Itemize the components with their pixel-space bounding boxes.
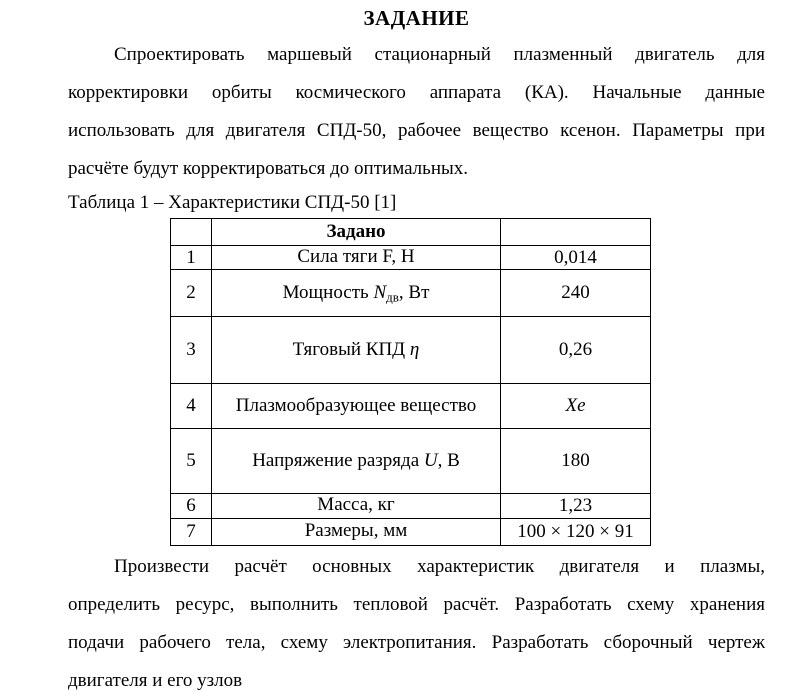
row-label-text: Напряжение разряда [252, 449, 424, 471]
row-label [212, 384, 501, 429]
row-value: 1,23 [501, 494, 651, 518]
row-label-text: , Вт [398, 281, 430, 303]
row-label-text: Плазмообразующее вещество [235, 394, 477, 416]
closing-paragraph-line: двигателя и его узлов [68, 669, 243, 691]
row-label [212, 270, 501, 317]
header-label-cell: Задано [212, 219, 501, 246]
row-number: 7 [171, 518, 212, 545]
row-value: 100 × 120 × 91 [501, 518, 651, 545]
closing-paragraph [68, 548, 765, 700]
row-label [212, 429, 501, 494]
intro-paragraph-line: расчёте будут корректироваться до оптимальных. [68, 158, 469, 179]
header-num-cell [171, 219, 212, 246]
row-number: 6 [171, 494, 212, 518]
table-row [171, 518, 651, 545]
row-label-text: Масса, кг [317, 494, 395, 516]
intro-paragraph [68, 36, 765, 188]
table-row [171, 270, 651, 317]
row-label-text: , В [437, 449, 460, 471]
closing-paragraph-line: определить ресурс, выполнить тепловой расчёт. Разработать схему хранения [68, 593, 765, 615]
row-number: 1 [171, 246, 212, 270]
table-row [171, 384, 651, 429]
table-caption: Таблица 1 – Характеристики СПД-50 [1] [68, 192, 397, 213]
row-label [212, 317, 501, 384]
row-label-text: Тяговый КПД [292, 338, 410, 360]
row-label-variable: η [409, 338, 420, 360]
row-value: Xe [501, 384, 651, 429]
table-row [171, 246, 651, 270]
row-value: 0,014 [501, 246, 651, 270]
row-label-subscript: дв [386, 288, 399, 304]
intro-paragraph-line: Спроектировать маршевый стационарный плазменный двигатель для [114, 44, 765, 65]
row-label-variable: U [423, 449, 438, 471]
row-label [212, 518, 501, 545]
spec-table [170, 218, 651, 546]
row-label-variable: N [373, 281, 387, 303]
row-value: 180 [501, 429, 651, 494]
document-title: ЗАДАНИЕ [363, 6, 470, 30]
row-label-text: Сила тяги F, Н [297, 246, 415, 267]
row-label-text: Размеры, мм [304, 519, 408, 541]
row-label [212, 494, 501, 518]
row-label [212, 246, 501, 270]
row-value: 240 [501, 270, 651, 317]
row-number: 5 [171, 429, 212, 494]
row-value: 0,26 [501, 317, 651, 384]
table-header-row [171, 219, 651, 246]
closing-paragraph-line: Произвести расчёт основных характеристик двигателя и плазмы, [114, 555, 765, 577]
closing-paragraph-line: подачи рабочего тела, схему электропитания. Разработать сборочный чертеж [68, 631, 765, 653]
row-number: 2 [171, 270, 212, 317]
row-number: 4 [171, 384, 212, 429]
row-number: 3 [171, 317, 212, 384]
row-label-text: Мощность [282, 281, 374, 303]
header-value-cell [501, 219, 651, 246]
table-row [171, 317, 651, 384]
table-row [171, 429, 651, 494]
intro-paragraph-line: использовать для двигателя СПД-50, рабочее вещество ксенон. Параметры при [68, 120, 765, 141]
intro-paragraph-line: корректировки орбиты космического аппарата (КА). Начальные данные [68, 82, 765, 103]
table-row [171, 494, 651, 518]
